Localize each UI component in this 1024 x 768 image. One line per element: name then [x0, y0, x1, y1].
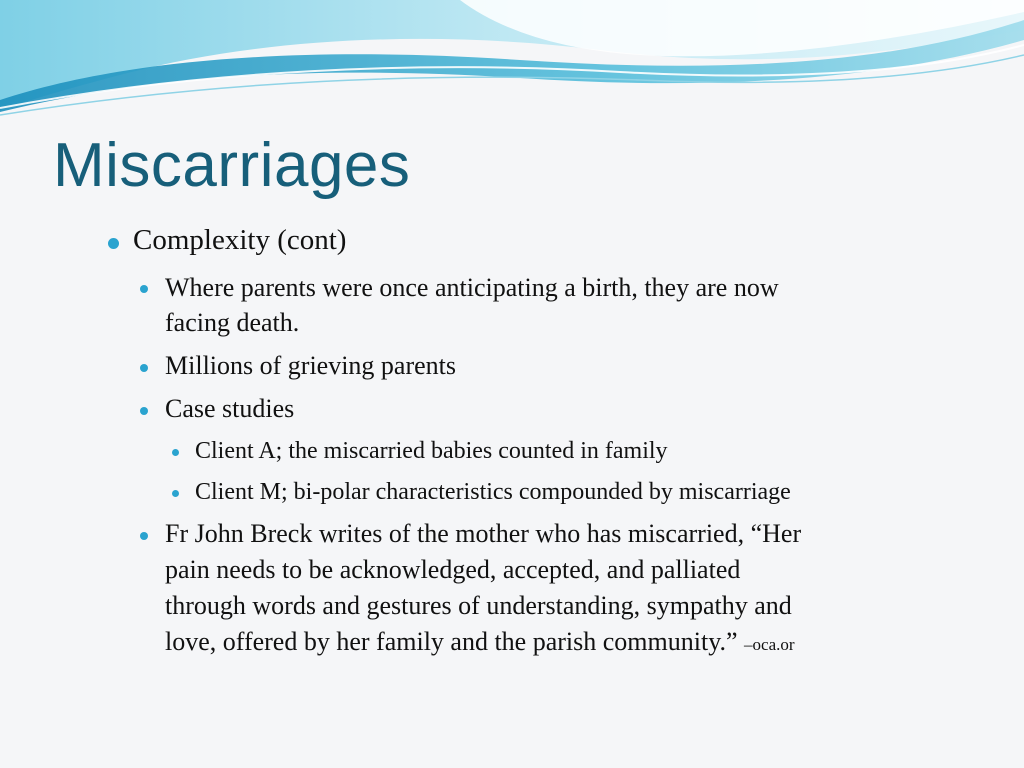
bullet-dot-icon	[140, 285, 148, 293]
bullet-dot-icon	[140, 407, 148, 415]
bullet-case-studies: Case studies	[165, 394, 295, 423]
bullet-dot-icon	[108, 238, 119, 249]
bullet-dot-icon	[140, 364, 148, 372]
bullet-complexity: Complexity (cont)	[133, 224, 347, 256]
quote-text: love, offered by her family and the parish community.”	[165, 627, 738, 656]
bullet-client-m: Client M; bi-polar characteristics compounded by miscarriage	[195, 479, 791, 505]
bullet-anticipating-line1: Where parents were once anticipating a birth, they are now	[165, 273, 779, 302]
bullet-client-a: Client A; the miscarried babies counted in family	[195, 438, 668, 464]
bullet-dot-icon	[140, 532, 148, 540]
bullet-anticipating-line2: facing death.	[165, 308, 300, 337]
bullet-dot-icon	[172, 449, 179, 456]
bullet-breck-line3: through words and gestures of understanding, sympathy and	[165, 591, 792, 620]
bullet-breck-line2: pain needs to be acknowledged, accepted, and palliated	[165, 555, 741, 584]
quote-source: –oca.or	[744, 635, 795, 654]
bullet-breck-line4	[165, 627, 795, 657]
bullet-millions: Millions of grieving parents	[165, 351, 457, 380]
bullet-dot-icon	[172, 490, 179, 497]
slide-title: Miscarriages	[53, 131, 411, 200]
bullet-breck-line1: Fr John Breck writes of the mother who has miscarried, “Her	[165, 519, 802, 548]
header-wave-decoration	[0, 0, 1024, 130]
